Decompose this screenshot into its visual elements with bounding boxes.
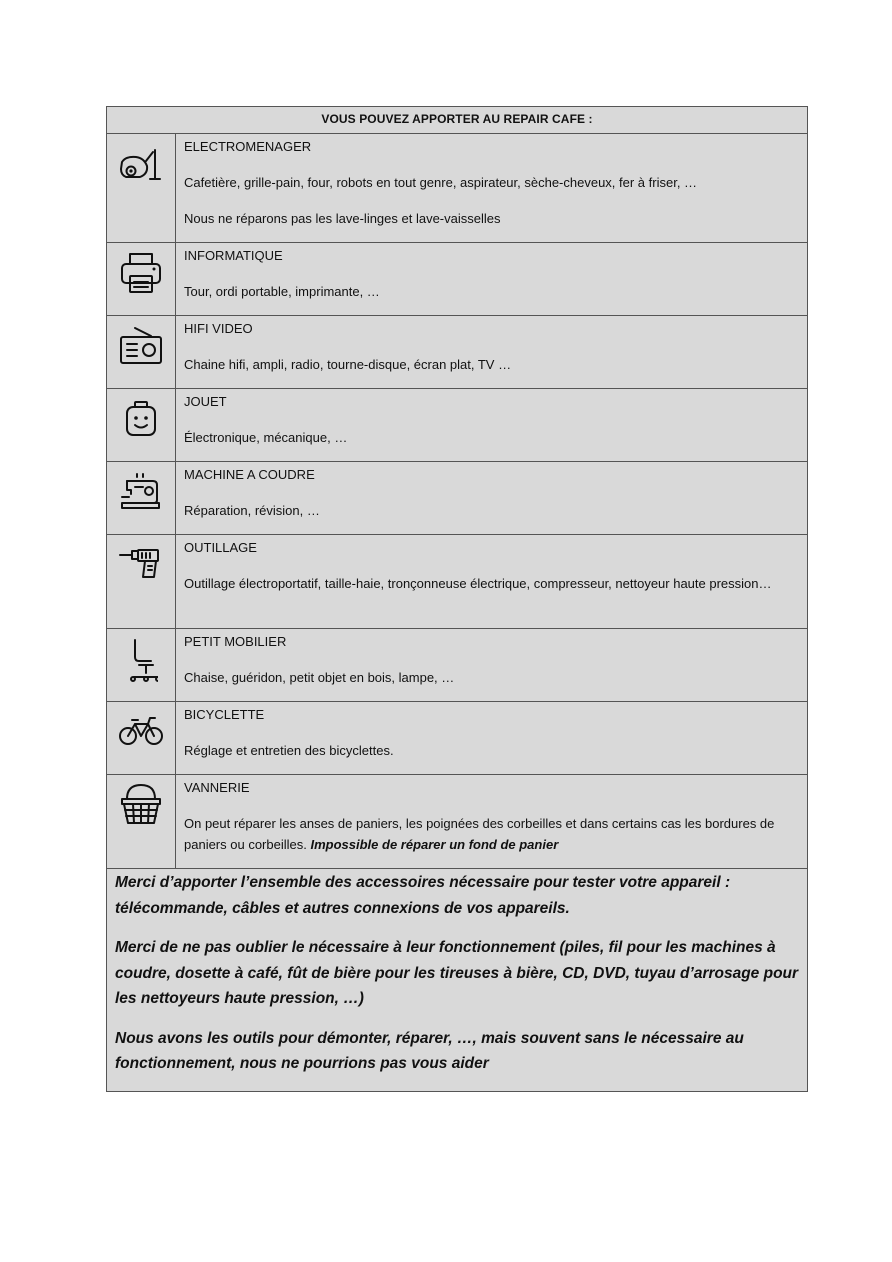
category-text	[176, 535, 807, 628]
bicycle-icon	[118, 714, 164, 748]
category-row-informatique	[107, 243, 807, 316]
category-row-hifi-video	[107, 316, 807, 389]
sewing-machine-icon	[119, 472, 163, 514]
category-name: HIFI VIDEO	[184, 321, 253, 336]
notes-section	[107, 869, 807, 1091]
category-text	[176, 316, 807, 388]
category-description: Réparation, révision, …	[184, 503, 320, 518]
toy-face-icon	[121, 399, 161, 441]
radio-icon	[118, 325, 164, 367]
category-text	[176, 775, 807, 868]
category-description	[184, 813, 799, 855]
repair-cafe-table	[106, 106, 808, 1092]
category-row-bicyclette	[107, 702, 807, 775]
category-name: MACHINE A COUDRE	[184, 467, 315, 482]
category-description: Électronique, mécanique, …	[184, 430, 348, 445]
icon-cell	[107, 462, 176, 534]
icon-cell	[107, 702, 176, 774]
category-text	[176, 629, 807, 701]
icon-cell	[107, 535, 176, 628]
description-text: On peut réparer les anses de paniers, les poignées des corbeilles et dans certains cas les bordures de paniers ou corbeilles.	[184, 816, 775, 852]
category-name: BICYCLETTE	[184, 707, 265, 722]
icon-cell	[107, 134, 176, 242]
category-description: Chaise, guéridon, petit objet en bois, lampe, …	[184, 670, 455, 685]
note-consumables: Merci de ne pas oublier le nécessaire à leur fonctionnement (piles, fil pour les machines à coudre, dosette à café, fût de bière pour les tireuses à bière, CD, DVD, tuyau d’arrosage pour les nettoyeurs haute pression, …)	[115, 939, 799, 1007]
category-description: Outillage électroportatif, taille-haie, tronçonneuse électrique, compresseur, nettoyeur haute pression…	[184, 576, 772, 591]
category-row-electromenager	[107, 134, 807, 243]
category-row-outillage	[107, 535, 807, 629]
category-name: OUTILLAGE	[184, 540, 257, 555]
category-description: Chaine hifi, ampli, radio, tourne-disque, écran plat, TV …	[184, 357, 512, 372]
category-description: Tour, ordi portable, imprimante, …	[184, 284, 380, 299]
category-text	[176, 389, 807, 461]
category-text	[176, 134, 807, 242]
icon-cell	[107, 775, 176, 868]
note-accessories: Merci d’apporter l’ensemble des accessoires nécessaire pour tester votre appareil : télécommande, câbles et autres connexions de vos appareils.	[115, 874, 731, 917]
category-name: JOUET	[184, 394, 227, 409]
vacuum-cleaner-icon	[118, 148, 164, 184]
printer-icon	[119, 250, 163, 296]
table-title: VOUS POUVEZ APPORTER AU REPAIR CAFE :	[107, 107, 807, 134]
basket-icon	[119, 781, 163, 827]
category-row-jouet	[107, 389, 807, 462]
icon-cell	[107, 629, 176, 701]
icon-cell	[107, 389, 176, 461]
category-text	[176, 462, 807, 534]
emphasis-text: Impossible de réparer un fond de panier	[310, 837, 559, 852]
note-tools: Nous avons les outils pour démonter, réparer, …, mais souvent sans le nécessaire au fonctionnement, nous ne pourrions pas vous aider	[115, 1029, 744, 1072]
icon-cell	[107, 316, 176, 388]
category-row-petit-mobilier	[107, 629, 807, 702]
category-note: Nous ne réparons pas les lave-linges et lave-vaisselles	[184, 211, 501, 226]
category-name: INFORMATIQUE	[184, 248, 283, 263]
icon-cell	[107, 243, 176, 315]
category-name: PETIT MOBILIER	[184, 634, 287, 649]
category-text	[176, 702, 807, 774]
category-row-machine-a-coudre	[107, 462, 807, 535]
category-name: ELECTROMENAGER	[184, 139, 312, 154]
category-text	[176, 243, 807, 315]
category-description: Cafetière, grille-pain, four, robots en tout genre, aspirateur, sèche-cheveux, fer à friser, …	[184, 175, 698, 190]
category-name: VANNERIE	[184, 780, 250, 795]
drill-icon	[118, 547, 164, 581]
category-row-vannerie	[107, 775, 807, 869]
category-description: Réglage et entretien des bicyclettes.	[184, 743, 394, 758]
office-chair-icon	[124, 637, 158, 683]
